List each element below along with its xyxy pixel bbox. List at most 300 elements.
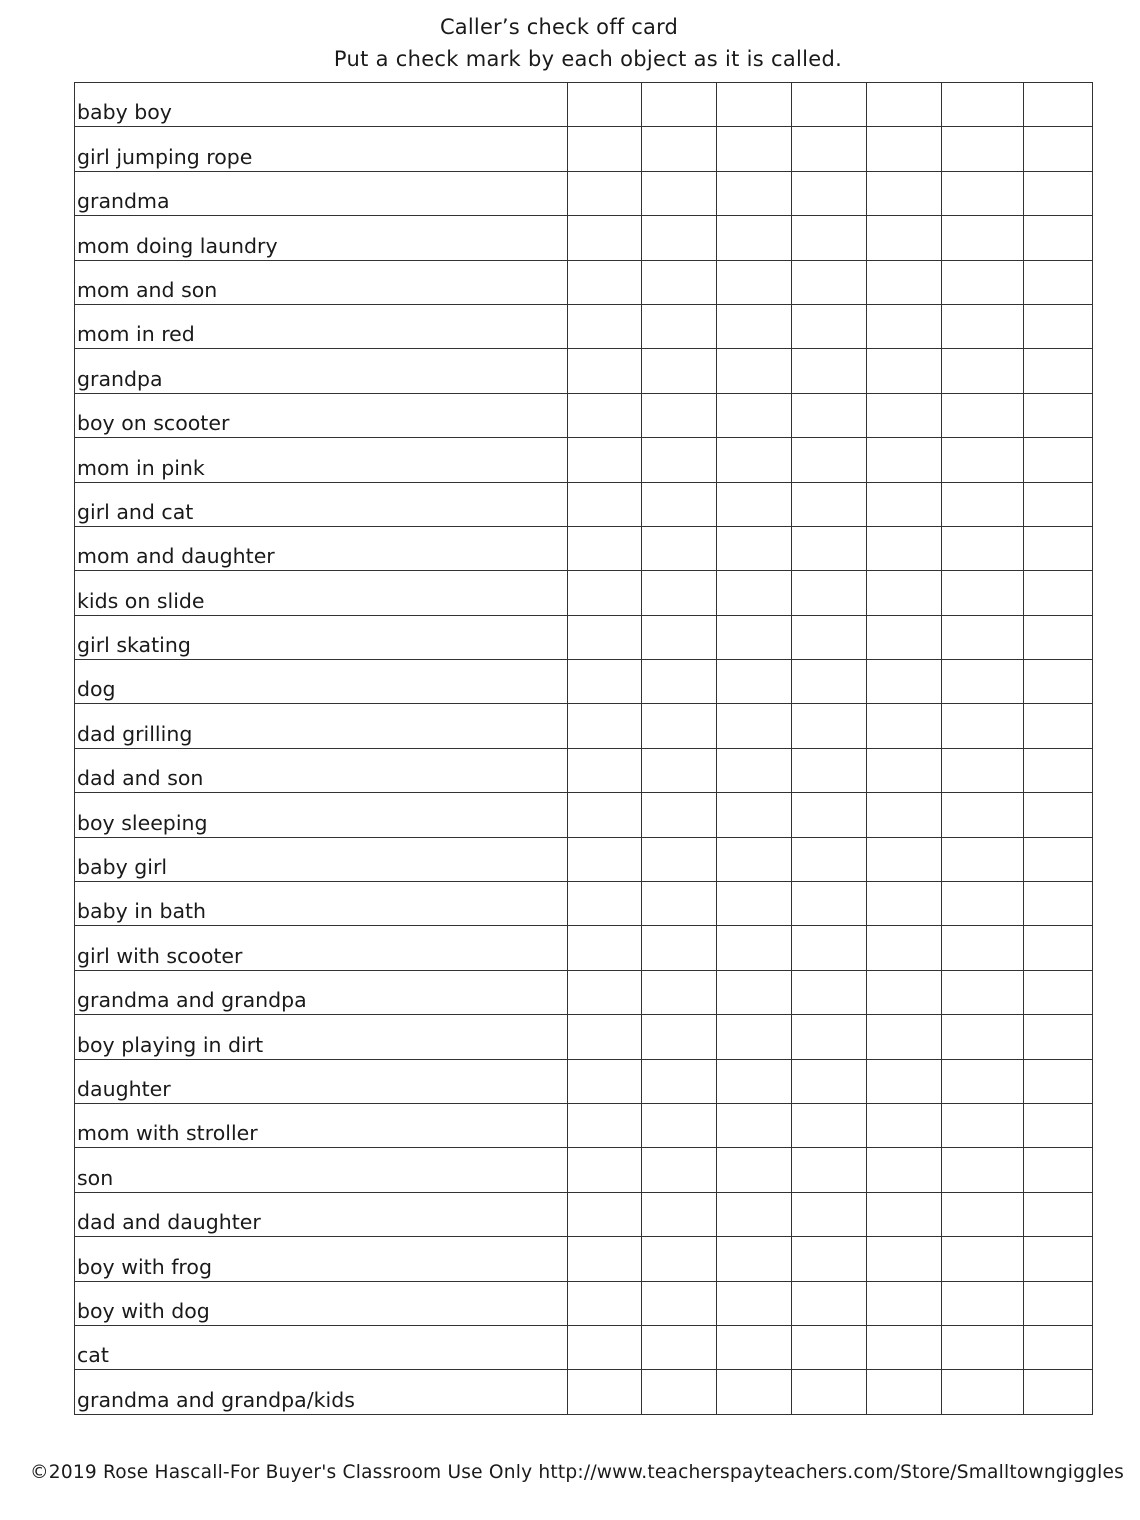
table-row <box>75 482 1093 526</box>
check-box-cell[interactable] <box>942 526 1024 570</box>
check-box-cell[interactable] <box>867 1192 942 1236</box>
check-box-cell[interactable] <box>568 304 642 348</box>
check-box-cell[interactable] <box>1024 482 1093 526</box>
check-box-cell[interactable] <box>1024 1103 1093 1147</box>
check-box-cell[interactable] <box>568 260 642 304</box>
check-off-table <box>74 82 1093 1415</box>
item-label-cell <box>75 1015 568 1059</box>
check-box-cell[interactable] <box>942 837 1024 881</box>
check-box-cell[interactable] <box>942 1192 1024 1236</box>
check-box-cell[interactable] <box>717 349 792 393</box>
check-box-cell[interactable] <box>1024 526 1093 570</box>
check-box-cell[interactable] <box>717 1325 792 1369</box>
item-label: mom with stroller <box>77 1121 258 1146</box>
check-box-cell[interactable] <box>568 1325 642 1369</box>
table-row <box>75 793 1093 837</box>
check-box-cell[interactable] <box>642 571 717 615</box>
check-box-cell[interactable] <box>642 1059 717 1103</box>
check-box-cell[interactable] <box>642 882 717 926</box>
check-box-cell[interactable] <box>867 1281 942 1325</box>
check-box-cell[interactable] <box>942 793 1024 837</box>
check-box-cell[interactable] <box>942 1059 1024 1103</box>
check-box-cell[interactable] <box>792 171 867 215</box>
item-label-cell <box>75 260 568 304</box>
check-box-cell[interactable] <box>717 837 792 881</box>
check-box-cell[interactable] <box>642 1103 717 1147</box>
item-label-cell <box>75 83 568 127</box>
check-box-cell[interactable] <box>867 1370 942 1414</box>
check-box-cell[interactable] <box>792 482 867 526</box>
item-label-cell <box>75 660 568 704</box>
table-row <box>75 83 1093 127</box>
check-box-cell[interactable] <box>867 837 942 881</box>
table-row <box>75 1059 1093 1103</box>
table-row <box>75 1148 1093 1192</box>
check-box-cell[interactable] <box>867 304 942 348</box>
item-label-cell <box>75 127 568 171</box>
item-label: boy playing in dirt <box>77 1032 264 1057</box>
check-box-cell[interactable] <box>867 748 942 792</box>
check-box-cell[interactable] <box>867 1148 942 1192</box>
item-label: boy sleeping <box>77 810 208 835</box>
item-label: girl and cat <box>77 499 194 524</box>
check-box-cell[interactable] <box>642 438 717 482</box>
check-box-cell[interactable] <box>792 926 867 970</box>
check-box-cell[interactable] <box>792 1148 867 1192</box>
check-box-cell[interactable] <box>568 1148 642 1192</box>
check-box-cell[interactable] <box>568 704 642 748</box>
check-box-cell[interactable] <box>717 748 792 792</box>
check-box-cell[interactable] <box>942 349 1024 393</box>
check-box-cell[interactable] <box>717 1281 792 1325</box>
check-box-cell[interactable] <box>568 171 642 215</box>
item-label: boy on scooter <box>77 411 230 436</box>
check-box-cell[interactable] <box>568 793 642 837</box>
item-label: girl with scooter <box>77 943 243 968</box>
item-label: girl skating <box>77 633 191 658</box>
check-box-cell[interactable] <box>867 349 942 393</box>
item-label-cell <box>75 482 568 526</box>
item-label: mom and son <box>77 277 218 302</box>
check-box-cell[interactable] <box>1024 926 1093 970</box>
check-box-cell[interactable] <box>717 393 792 437</box>
table-row <box>75 171 1093 215</box>
check-box-cell[interactable] <box>1024 349 1093 393</box>
check-box-cell[interactable] <box>1024 216 1093 260</box>
check-box-cell[interactable] <box>942 1148 1024 1192</box>
check-box-cell[interactable] <box>1024 304 1093 348</box>
check-box-cell[interactable] <box>867 882 942 926</box>
check-box-cell[interactable] <box>942 748 1024 792</box>
item-label-cell <box>75 171 568 215</box>
check-box-cell[interactable] <box>1024 171 1093 215</box>
check-box-cell[interactable] <box>642 1015 717 1059</box>
check-box-cell[interactable] <box>1024 1148 1093 1192</box>
item-label-cell <box>75 1148 568 1192</box>
item-label-cell <box>75 216 568 260</box>
check-box-cell[interactable] <box>942 660 1024 704</box>
check-box-cell[interactable] <box>1024 793 1093 837</box>
check-box-cell[interactable] <box>642 260 717 304</box>
table-row <box>75 571 1093 615</box>
table-row <box>75 1237 1093 1281</box>
item-label: kids on slide <box>77 588 205 613</box>
check-box-cell[interactable] <box>568 882 642 926</box>
check-box-cell[interactable] <box>642 393 717 437</box>
check-box-cell[interactable] <box>867 926 942 970</box>
check-box-cell[interactable] <box>792 393 867 437</box>
check-box-cell[interactable] <box>568 1237 642 1281</box>
check-box-cell[interactable] <box>642 837 717 881</box>
table-row <box>75 304 1093 348</box>
check-box-cell[interactable] <box>717 1148 792 1192</box>
item-label-cell <box>75 571 568 615</box>
check-box-cell[interactable] <box>942 1281 1024 1325</box>
table-row <box>75 127 1093 171</box>
check-box-cell[interactable] <box>942 970 1024 1014</box>
check-box-cell[interactable] <box>568 349 642 393</box>
item-label: boy with dog <box>77 1298 210 1323</box>
check-box-cell[interactable] <box>1024 83 1093 127</box>
check-box-cell[interactable] <box>717 127 792 171</box>
check-box-cell[interactable] <box>792 1059 867 1103</box>
check-box-cell[interactable] <box>717 526 792 570</box>
item-label-cell <box>75 793 568 837</box>
check-box-cell[interactable] <box>867 216 942 260</box>
check-box-cell[interactable] <box>642 1237 717 1281</box>
item-label: baby girl <box>77 855 168 880</box>
check-box-cell[interactable] <box>1024 1237 1093 1281</box>
check-box-cell[interactable] <box>1024 127 1093 171</box>
check-box-cell[interactable] <box>1024 260 1093 304</box>
check-box-cell[interactable] <box>568 1281 642 1325</box>
item-label-cell <box>75 438 568 482</box>
check-box-cell[interactable] <box>867 1237 942 1281</box>
check-box-cell[interactable] <box>792 748 867 792</box>
item-label: boy with frog <box>77 1254 212 1279</box>
check-box-cell[interactable] <box>942 304 1024 348</box>
check-box-cell[interactable] <box>568 1192 642 1236</box>
check-box-cell[interactable] <box>1024 704 1093 748</box>
check-box-cell[interactable] <box>942 393 1024 437</box>
check-box-cell[interactable] <box>642 349 717 393</box>
table-row <box>75 660 1093 704</box>
check-box-cell[interactable] <box>1024 615 1093 659</box>
check-box-cell[interactable] <box>717 83 792 127</box>
check-box-cell[interactable] <box>642 748 717 792</box>
check-box-cell[interactable] <box>717 1103 792 1147</box>
check-box-cell[interactable] <box>568 1059 642 1103</box>
check-box-cell[interactable] <box>792 304 867 348</box>
check-box-cell[interactable] <box>717 882 792 926</box>
table-row <box>75 216 1093 260</box>
check-box-cell[interactable] <box>568 216 642 260</box>
check-box-cell[interactable] <box>717 704 792 748</box>
table-row <box>75 615 1093 659</box>
check-box-cell[interactable] <box>1024 970 1093 1014</box>
check-box-cell[interactable] <box>1024 393 1093 437</box>
check-box-cell[interactable] <box>642 1370 717 1414</box>
check-box-cell[interactable] <box>568 482 642 526</box>
check-box-cell[interactable] <box>792 83 867 127</box>
check-box-cell[interactable] <box>792 837 867 881</box>
item-label: mom doing laundry <box>77 233 278 258</box>
check-box-cell[interactable] <box>867 660 942 704</box>
instructions: Put a check mark by each object as it is called. <box>333 47 843 71</box>
page-title: Caller’s check off card <box>439 15 679 39</box>
check-box-cell[interactable] <box>568 1103 642 1147</box>
item-label: son <box>77 1165 114 1190</box>
item-label-cell <box>75 1281 568 1325</box>
item-label: grandma and grandpa/kids <box>77 1387 355 1412</box>
check-box-cell[interactable] <box>942 171 1024 215</box>
check-box-cell[interactable] <box>642 127 717 171</box>
check-box-cell[interactable] <box>568 127 642 171</box>
item-label-cell <box>75 393 568 437</box>
check-box-cell[interactable] <box>867 704 942 748</box>
check-box-cell[interactable] <box>1024 660 1093 704</box>
check-box-cell[interactable] <box>717 304 792 348</box>
check-box-cell[interactable] <box>1024 748 1093 792</box>
check-box-cell[interactable] <box>568 571 642 615</box>
check-box-cell[interactable] <box>568 393 642 437</box>
check-box-cell[interactable] <box>1024 1370 1093 1414</box>
item-label-cell <box>75 349 568 393</box>
check-box-cell[interactable] <box>642 704 717 748</box>
check-box-cell[interactable] <box>867 1103 942 1147</box>
check-box-cell[interactable] <box>942 882 1024 926</box>
check-box-cell[interactable] <box>942 83 1024 127</box>
check-box-cell[interactable] <box>867 438 942 482</box>
check-box-cell[interactable] <box>792 615 867 659</box>
check-box-cell[interactable] <box>792 127 867 171</box>
check-box-cell[interactable] <box>867 970 942 1014</box>
check-box-cell[interactable] <box>942 926 1024 970</box>
check-box-cell[interactable] <box>942 1325 1024 1369</box>
check-box-cell[interactable] <box>1024 1281 1093 1325</box>
check-box-cell[interactable] <box>1024 882 1093 926</box>
check-box-cell[interactable] <box>942 216 1024 260</box>
check-box-cell[interactable] <box>717 571 792 615</box>
check-box-cell[interactable] <box>942 438 1024 482</box>
check-box-cell[interactable] <box>792 882 867 926</box>
check-box-cell[interactable] <box>717 970 792 1014</box>
check-box-cell[interactable] <box>642 1281 717 1325</box>
item-label: dad grilling <box>77 721 193 746</box>
table-row <box>75 526 1093 570</box>
item-label-cell <box>75 1059 568 1103</box>
table-row <box>75 260 1093 304</box>
item-label: mom and daughter <box>77 544 275 569</box>
check-box-cell[interactable] <box>867 1015 942 1059</box>
item-label-cell <box>75 837 568 881</box>
item-label: baby in bath <box>77 899 207 924</box>
check-box-cell[interactable] <box>1024 1192 1093 1236</box>
check-box-cell[interactable] <box>867 615 942 659</box>
check-box-cell[interactable] <box>568 438 642 482</box>
check-box-cell[interactable] <box>717 1015 792 1059</box>
check-box-cell[interactable] <box>942 615 1024 659</box>
check-box-cell[interactable] <box>867 1059 942 1103</box>
item-label-cell <box>75 1237 568 1281</box>
check-box-cell[interactable] <box>642 216 717 260</box>
check-box-cell[interactable] <box>568 837 642 881</box>
copyright-footer: ©2019 Rose Hascall-For Buyer's Classroom Use Only http://www.teacherspayteachers.com/Store/Smalltowngiggles <box>30 1462 1125 1483</box>
table-row <box>75 748 1093 792</box>
check-box-cell[interactable] <box>867 83 942 127</box>
check-box-cell[interactable] <box>717 438 792 482</box>
check-box-cell[interactable] <box>867 260 942 304</box>
check-box-cell[interactable] <box>717 216 792 260</box>
check-box-cell[interactable] <box>1024 1325 1093 1369</box>
check-box-cell[interactable] <box>568 83 642 127</box>
item-label: daughter <box>77 1076 171 1101</box>
table-row <box>75 393 1093 437</box>
check-box-cell[interactable] <box>642 526 717 570</box>
check-box-cell[interactable] <box>642 171 717 215</box>
item-label: dad and daughter <box>77 1210 261 1235</box>
item-label-cell <box>75 970 568 1014</box>
check-box-cell[interactable] <box>792 1325 867 1369</box>
check-box-cell[interactable] <box>568 1370 642 1414</box>
check-box-cell[interactable] <box>942 571 1024 615</box>
check-box-cell[interactable] <box>942 127 1024 171</box>
check-box-cell[interactable] <box>642 83 717 127</box>
check-box-cell[interactable] <box>867 526 942 570</box>
item-label-cell <box>75 526 568 570</box>
item-label-cell <box>75 615 568 659</box>
check-box-cell[interactable] <box>792 438 867 482</box>
check-box-cell[interactable] <box>792 1281 867 1325</box>
check-box-cell[interactable] <box>792 1370 867 1414</box>
check-box-cell[interactable] <box>792 571 867 615</box>
check-box-cell[interactable] <box>942 1237 1024 1281</box>
table-row <box>75 349 1093 393</box>
check-box-cell[interactable] <box>792 1192 867 1236</box>
table-row <box>75 882 1093 926</box>
item-label: mom in red <box>77 322 195 347</box>
item-label: baby boy <box>77 100 172 125</box>
check-box-cell[interactable] <box>792 660 867 704</box>
check-box-cell[interactable] <box>792 704 867 748</box>
check-box-cell[interactable] <box>792 1103 867 1147</box>
check-box-cell[interactable] <box>642 660 717 704</box>
check-box-cell[interactable] <box>792 349 867 393</box>
item-label-cell <box>75 882 568 926</box>
check-box-cell[interactable] <box>717 1237 792 1281</box>
check-box-cell[interactable] <box>568 926 642 970</box>
check-box-cell[interactable] <box>942 704 1024 748</box>
check-box-cell[interactable] <box>792 1237 867 1281</box>
check-box-cell[interactable] <box>717 793 792 837</box>
check-box-cell[interactable] <box>642 615 717 659</box>
check-box-cell[interactable] <box>717 660 792 704</box>
table-row <box>75 1370 1093 1414</box>
item-label: grandma <box>77 189 170 214</box>
check-box-cell[interactable] <box>568 748 642 792</box>
item-label: girl jumping rope <box>77 144 253 169</box>
check-box-cell[interactable] <box>867 393 942 437</box>
check-box-cell[interactable] <box>942 260 1024 304</box>
check-box-cell[interactable] <box>942 1103 1024 1147</box>
item-label-cell <box>75 1325 568 1369</box>
item-label-cell <box>75 748 568 792</box>
check-box-cell[interactable] <box>1024 1059 1093 1103</box>
check-box-cell[interactable] <box>642 1325 717 1369</box>
check-box-cell[interactable] <box>792 793 867 837</box>
check-box-cell[interactable] <box>568 1015 642 1059</box>
check-box-cell[interactable] <box>1024 837 1093 881</box>
check-box-cell[interactable] <box>867 793 942 837</box>
check-box-cell[interactable] <box>867 482 942 526</box>
check-box-cell[interactable] <box>642 970 717 1014</box>
check-box-cell[interactable] <box>792 1015 867 1059</box>
check-box-cell[interactable] <box>642 1192 717 1236</box>
check-box-cell[interactable] <box>717 260 792 304</box>
check-box-cell[interactable] <box>717 615 792 659</box>
check-box-cell[interactable] <box>642 304 717 348</box>
check-box-cell[interactable] <box>717 1370 792 1414</box>
check-box-cell[interactable] <box>1024 438 1093 482</box>
check-box-cell[interactable] <box>1024 571 1093 615</box>
check-box-cell[interactable] <box>792 216 867 260</box>
check-box-cell[interactable] <box>792 260 867 304</box>
item-label-cell <box>75 304 568 348</box>
check-box-cell[interactable] <box>717 482 792 526</box>
item-label: grandma and grandpa <box>77 988 307 1013</box>
item-label-cell <box>75 1192 568 1236</box>
check-box-cell[interactable] <box>642 793 717 837</box>
check-box-cell[interactable] <box>867 571 942 615</box>
check-box-cell[interactable] <box>1024 1015 1093 1059</box>
check-box-cell[interactable] <box>942 1015 1024 1059</box>
check-box-cell[interactable] <box>942 482 1024 526</box>
item-label: grandpa <box>77 366 163 391</box>
check-box-cell[interactable] <box>792 526 867 570</box>
check-box-cell[interactable] <box>568 615 642 659</box>
check-box-cell[interactable] <box>867 1325 942 1369</box>
check-box-cell[interactable] <box>942 1370 1024 1414</box>
item-label: cat <box>77 1343 109 1368</box>
table-row <box>75 1281 1093 1325</box>
item-label: dad and son <box>77 766 204 791</box>
check-box-cell[interactable] <box>642 926 717 970</box>
item-label: dog <box>77 677 116 702</box>
check-box-cell[interactable] <box>792 970 867 1014</box>
check-box-cell[interactable] <box>717 171 792 215</box>
check-box-cell[interactable] <box>642 1148 717 1192</box>
check-box-cell[interactable] <box>642 482 717 526</box>
item-label-cell <box>75 1370 568 1414</box>
table-row <box>75 837 1093 881</box>
check-box-cell[interactable] <box>717 1192 792 1236</box>
check-box-cell[interactable] <box>717 1059 792 1103</box>
check-box-cell[interactable] <box>867 127 942 171</box>
table-row <box>75 926 1093 970</box>
check-box-cell[interactable] <box>568 970 642 1014</box>
item-label: mom in pink <box>77 455 205 480</box>
table-row <box>75 438 1093 482</box>
table-row <box>75 1325 1093 1369</box>
check-box-cell[interactable] <box>867 171 942 215</box>
item-label-cell <box>75 926 568 970</box>
item-label-cell <box>75 1103 568 1147</box>
item-label-cell <box>75 704 568 748</box>
check-box-cell[interactable] <box>568 526 642 570</box>
check-box-cell[interactable] <box>717 926 792 970</box>
check-box-cell[interactable] <box>568 660 642 704</box>
table-row <box>75 970 1093 1014</box>
